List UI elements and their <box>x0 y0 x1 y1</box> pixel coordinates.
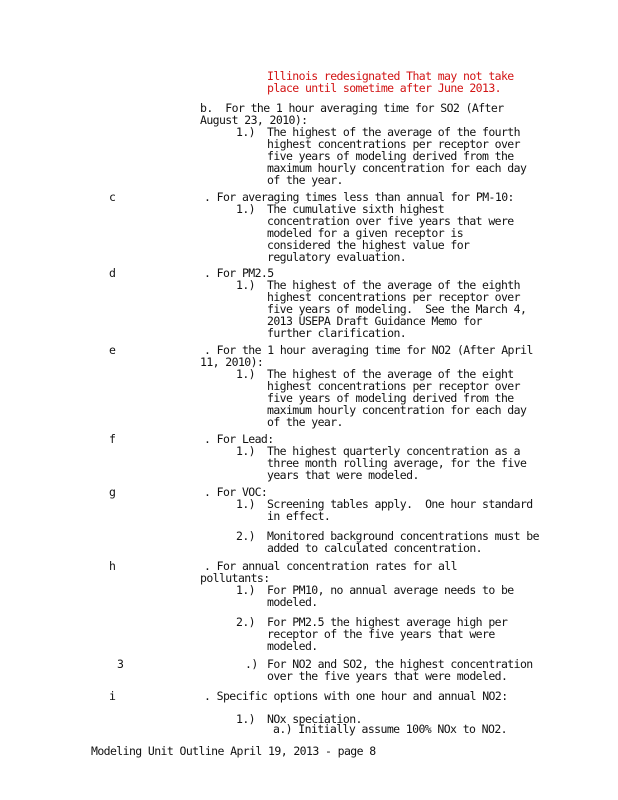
item-letter: g <box>109 485 116 499</box>
list-item-text: The highest of the average of the eighth <box>267 278 520 292</box>
item-g-heading: . For VOC: <box>204 485 268 499</box>
list-item-text: For PM10, no annual average needs to be <box>267 583 514 597</box>
list-item-text: regulatory evaluation. <box>267 250 407 264</box>
item-h-heading: pollutants: <box>200 571 270 585</box>
list-item-text: The highest quarterly concentration as a <box>267 444 520 458</box>
item-letter: h <box>109 559 116 573</box>
item-e-heading: 11, 2010): <box>200 355 264 369</box>
list-item-text: modeled. <box>267 639 318 653</box>
item-i-heading: . Specific options with one hour and annual NO2: <box>204 689 508 703</box>
list-item-text: 2013 USEPA Draft Guidance Memo for <box>267 314 483 328</box>
list-marker: 1.) <box>236 444 255 458</box>
list-marker: 1.) <box>236 712 255 726</box>
list-marker: 1.) <box>236 202 255 216</box>
list-marker: 2.) <box>236 529 255 543</box>
list-item-text: of the year. <box>267 173 343 187</box>
list-item-text: highest concentrations per receptor over <box>267 290 520 304</box>
list-item-text: years that were modeled. <box>267 468 419 482</box>
list-marker: .) <box>245 657 258 671</box>
page-footer: Modeling Unit Outline April 19, 2013 - page 8 <box>91 744 376 758</box>
list-item-text: considered the highest value for <box>267 238 470 252</box>
item-d-heading: . For PM2.5 <box>204 266 274 280</box>
list-item-text: three month rolling average, for the five <box>267 456 527 470</box>
item-letter: e <box>109 343 116 357</box>
list-marker: 1.) <box>236 278 255 292</box>
list-marker: 2.) <box>236 615 255 629</box>
list-item-text: further clarification. <box>267 326 407 340</box>
list-item-text: modeled for a given receptor is <box>267 226 464 240</box>
list-item-text: For NO2 and SO2, the highest concentration <box>267 657 533 671</box>
list-item-text: The cumulative sixth highest <box>267 202 445 216</box>
red-note-line: Illinois redesignated That may not take <box>267 69 514 83</box>
item-e-heading: . For the 1 hour averaging time for NO2 (After April <box>204 343 533 357</box>
list-item-text: The highest of the average of the eight <box>267 367 514 381</box>
item-letter: f <box>109 432 116 446</box>
item-letter: i <box>109 689 116 703</box>
list-item-text: highest concentrations per receptor over <box>267 379 520 393</box>
list-item-text: in effect. <box>267 509 331 523</box>
sub-item-text: a.) Initially assume 100% NOx to NO2. <box>273 722 507 736</box>
list-item-text: five years of modeling. See the March 4, <box>267 302 527 316</box>
list-item-text: modeled. <box>267 595 318 609</box>
list-item-text: of the year. <box>267 415 343 429</box>
list-marker: 1.) <box>236 367 255 381</box>
list-item-text: The highest of the average of the fourth <box>267 125 520 139</box>
list-item-text: highest concentrations per receptor over <box>267 137 520 151</box>
list-item-text: over the five years that were modeled. <box>267 669 508 683</box>
item-f-heading: . For Lead: <box>204 432 274 446</box>
list-item-text: Screening tables apply. One hour standard <box>267 497 533 511</box>
list-item-text: For PM2.5 the highest average high per <box>267 615 508 629</box>
item-letter: c <box>109 190 116 204</box>
list-item-text: maximum hourly concentration for each day <box>267 161 527 175</box>
item-letter: d <box>109 266 116 280</box>
list-item-text: added to calculated concentration. <box>267 541 483 555</box>
item-c-heading: . For averaging times less than annual for PM-10: <box>204 190 514 204</box>
list-marker: 1.) <box>236 125 255 139</box>
red-note-line: place until sometime after June 2013. <box>267 81 501 95</box>
list-item-text: Monitored background concentrations must be <box>267 529 539 543</box>
list-item-text: NOx speciation. <box>267 712 362 726</box>
list-item-text: maximum hourly concentration for each day <box>267 403 527 417</box>
list-marker: 1.) <box>236 497 255 511</box>
item-number: 3 <box>117 657 124 671</box>
item-b-heading: b. For the 1 hour averaging time for SO2 (After <box>200 101 504 115</box>
item-b-heading: August 23, 2010): <box>200 113 308 127</box>
list-item-text: concentration over five years that were <box>267 214 514 228</box>
list-item-text: five years of modeling derived from the <box>267 149 514 163</box>
list-marker: 1.) <box>236 583 255 597</box>
list-item-text: receptor of the five years that were <box>267 627 495 641</box>
list-item-text: five years of modeling derived from the <box>267 391 514 405</box>
item-h-heading: . For annual concentration rates for all <box>204 559 457 573</box>
